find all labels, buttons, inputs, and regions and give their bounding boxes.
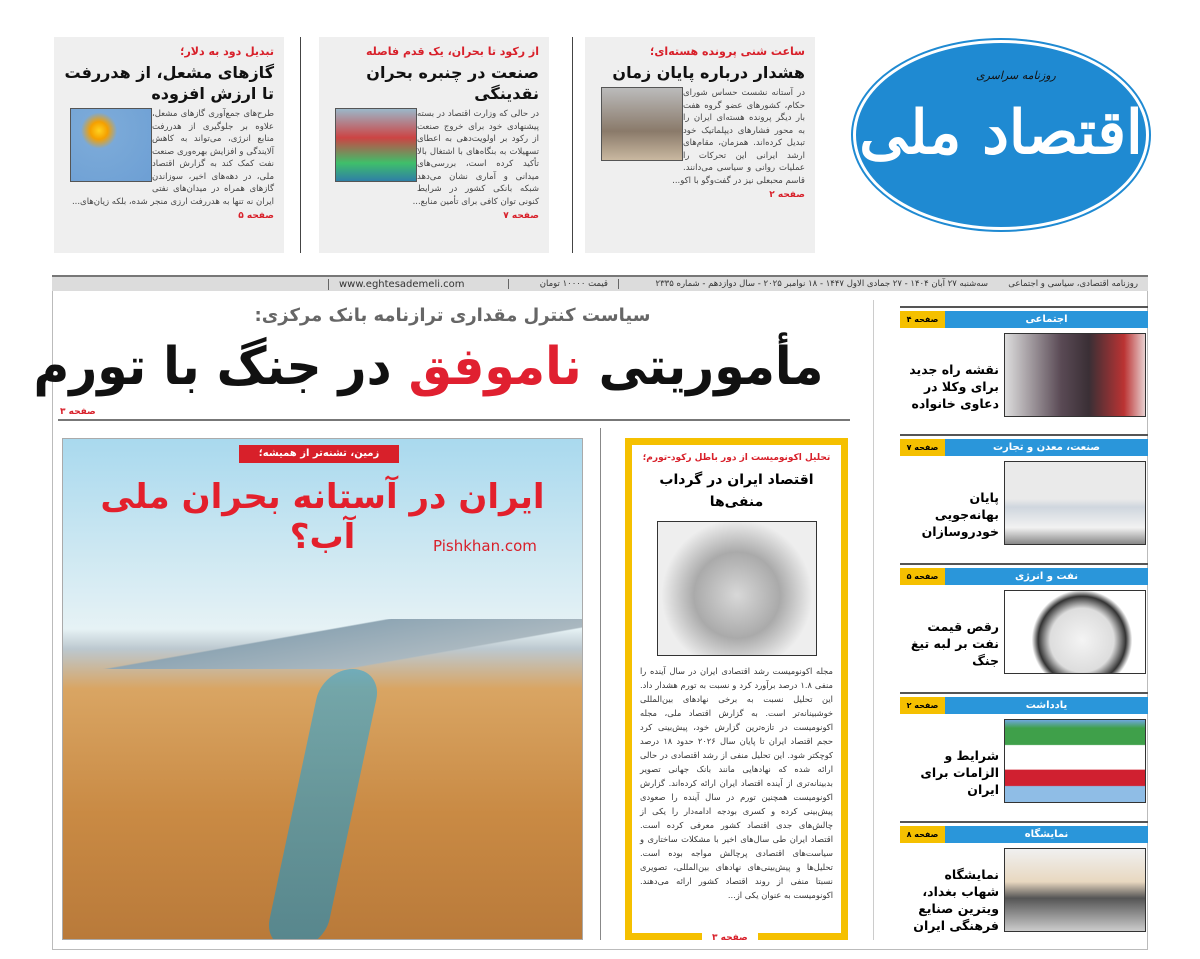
logo-name: اقتصاد ملی [859, 98, 1143, 168]
analysis-title: اقتصاد ایران در گرداب منفی‌ها [659, 472, 814, 510]
section-page: صفحه ۸ [900, 826, 945, 843]
sidebar-title: شرایط و الزامات برای ایران [920, 748, 999, 797]
sidebar-image [1004, 590, 1146, 674]
teaser-body: طرح‌های جمع‌آوری گازهای مشعل، علاوه بر جلوگیری از هدررفت منابع انرژی، می‌تواند به کاهش آلایندگی و افزایش بهره‌وری صنعت نفت کمک کند به گزارش اقتصاد ملی، در دهه‌های اخیر، سوزاندن گازهای همراه در میدان‌های نفتی ایران نه تنها به هدررفت ارزی منجر شده، بلکه زیان‌های... [71, 109, 274, 207]
teaser-title: صنعت در چنبره بحران نقدینگی [366, 63, 539, 103]
sidebar-title: پایان بهانه‌جویی خودروسازان [921, 490, 999, 539]
sidebar-image [1004, 333, 1146, 417]
teaser-body: در آستانه نشست حساس شورای حکام، کشورهای عضو گروه هفت بار دیگر پرونده هسته‌ای ایران را به محور فشارهای دیپلماتیک خود تبدیل کرده‌اند. همزمان، مقام‌های ارشد ایرانی این تحرکات را عملیات روانی و سیاسی می‌دانند. قاسم محبعلی نیز در گفت‌وگو با اکو... [672, 88, 805, 186]
main-headline-area [33, 336, 850, 402]
sidebar-item-industry[interactable] [900, 434, 1148, 554]
teaser-page: صفحه ۲ [769, 190, 805, 200]
sidebar-item-oil[interactable] [900, 563, 1148, 683]
section-label: یادداشت [945, 697, 1148, 714]
analysis-kicker: تحلیل اکونومیست از دور باطل رکود-تورم؛ [642, 453, 831, 463]
teaser-kicker: از رکود تا بحران، یک قدم فاصله [366, 45, 539, 58]
teaser-page: صفحه ۷ [503, 211, 539, 221]
tagline: روزنامه اقتصادی، سیاسی و اجتماعی [1008, 279, 1138, 289]
headline-part2: در جنگ با تورم [33, 337, 392, 397]
sidebar-item-exhibition[interactable] [900, 821, 1148, 946]
sidebar-title: رقص قیمت نفت بر لبه تیغ جنگ [910, 619, 999, 668]
rule [900, 434, 1148, 436]
sidebar-image [1004, 848, 1146, 932]
teaser-kicker: تبدیل دود به دلار؛ [180, 45, 274, 58]
analysis-body: مجله اکونومیست رشد اقتصادی ایران در سال آینده را منفی ۱.۸ درصد برآورد کرد و نسبت به تورم هشدار داد. این تحلیل نسبت به برخی نهادهای بین‌المللی خوشبینانه‌تر است. به گزارش اقتصاد ملی، مجله اکونومیست در تازه‌ترین گزارش خود، پیش‌بینی کرد حجم اقتصاد ایران تا پایان سال ۲۰۲۶ حدود ۱۸ درصد کوچکتر شود. این تحلیل منفی از رشد اقتصادی در حالی ارائه شده که نهادهایی مانند بانک جهانی تصویر بدبینانه‌تری از آینده اقتصاد ایران ارائه کرده‌اند. گزارش اکونومیست همچنین تورم در سال آینده را صعودی پیش‌بینی کرده و کسری بودجه ادامه‌دار را یکی از چالش‌های جدی اقتصاد کشور معرفی کرده است. اقتصاد ایران طی سال‌های اخیر با مشکلات ساختاری و سیاست‌های اقتصادی پرچالش مواجه بوده است. تحلیل‌ها و پیش‌بینی‌های نهادهای بین‌المللی، تصویری نسبتا منفی از روند اقتصاد کشور ارائه می‌دهند. اکونومیست به عنوان یکی از... [640, 666, 833, 900]
price: قیمت ۱۰۰۰۰ تومان [508, 279, 618, 289]
sidebar-item-note[interactable] [900, 692, 1148, 812]
teaser-page: صفحه ۵ [238, 211, 274, 221]
photo-title: ایران در آستانه بحران ملی آب؟ [100, 477, 545, 557]
logo-subtitle: روزنامه سراسری [976, 69, 1056, 82]
main-kicker: سیاست کنترل مقداری ترازنامه بانک مرکزی: [254, 305, 651, 326]
section-page: صفحه ۴ [900, 311, 945, 328]
iran-flag-image [1004, 719, 1146, 803]
website-link[interactable]: www.eghtesademeli.com [328, 279, 508, 290]
teaser-image [601, 87, 683, 161]
sidebar-divider [873, 300, 874, 940]
sidebar-item-social[interactable] [900, 306, 1148, 426]
sidebar-image [1004, 461, 1146, 545]
rule [900, 563, 1148, 565]
teaser-image [70, 108, 152, 182]
photo-tag: زمین، تشنه‌تر از همیشه؛ [239, 445, 399, 463]
rule [900, 306, 1148, 308]
main-headline[interactable] [34, 336, 824, 398]
headline-rule [58, 419, 850, 421]
mountains [63, 619, 583, 669]
main-page-ref: صفحه ۳ [60, 407, 96, 417]
section-page: صفحه ۲ [900, 697, 945, 714]
analysis-box[interactable] [625, 438, 848, 943]
teaser-industry[interactable] [319, 37, 549, 253]
economy-compass-image [657, 521, 817, 656]
sidebar-title: نمایشگاه شهاب بغداد، ویترین صنایع فرهنگی ایران [913, 867, 999, 933]
teaser-title: هشدار درباره پایان زمان [612, 63, 805, 82]
section-label: نفت و انرژی [945, 568, 1148, 585]
teaser-kicker: ساعت شنی پرونده هسته‌ای؛ [649, 45, 805, 58]
divider [572, 37, 573, 253]
divider [300, 37, 301, 253]
section-label: صنعت، معدن و تجارت [945, 439, 1148, 456]
section-page: صفحه ۷ [900, 439, 945, 456]
headline-red: ناموفق [408, 337, 582, 397]
teaser-nuclear[interactable] [585, 37, 815, 253]
masthead-strip [52, 275, 1148, 291]
sidebar-title: نقشه راه جدید برای وکلا در دعاوی خانواده [909, 362, 999, 411]
water-crisis-photo[interactable] [62, 438, 583, 940]
rule [900, 821, 1148, 823]
river-crack [263, 669, 383, 940]
teaser-flare-gas[interactable] [54, 37, 284, 253]
teaser-body: در حالی که وزارت اقتصاد در بسته پیشنهادی خود برای خروج صنعت از رکود بر اولویت‌دهی به اعطای تسهیلات به بنگاه‌های با اشتغال بالا تأکید کرده است، بررسی‌های میدانی و آماری نشان می‌دهد شبکه بانکی کشور در شرایط کنونی توان کافی برای تأمین منابع... [412, 109, 539, 207]
teaser-title: گازهای مشعل، از هدررفت تا ارزش افزوده [64, 63, 274, 103]
headline-part1: مأموریتی [598, 337, 824, 397]
section-page: صفحه ۵ [900, 568, 945, 585]
analysis-page: صفحه ۳ [702, 933, 758, 943]
section-label: اجتماعی [945, 311, 1148, 328]
watermark: Pishkhan.com [433, 537, 537, 555]
dateline: سه‌شنبه ۲۷ آبان ۱۴۰۴ - ۲۷ جمادی الاول ۱۴۴۷ - ۱۸ نوامبر ۲۰۲۵ - سال دوازدهم - شماره ۲۳۳۵ [618, 279, 998, 289]
section-label: نمایشگاه [945, 826, 1148, 843]
column-divider [600, 428, 601, 940]
teaser-image [335, 108, 417, 182]
newspaper-logo [853, 40, 1149, 230]
rule [900, 692, 1148, 694]
